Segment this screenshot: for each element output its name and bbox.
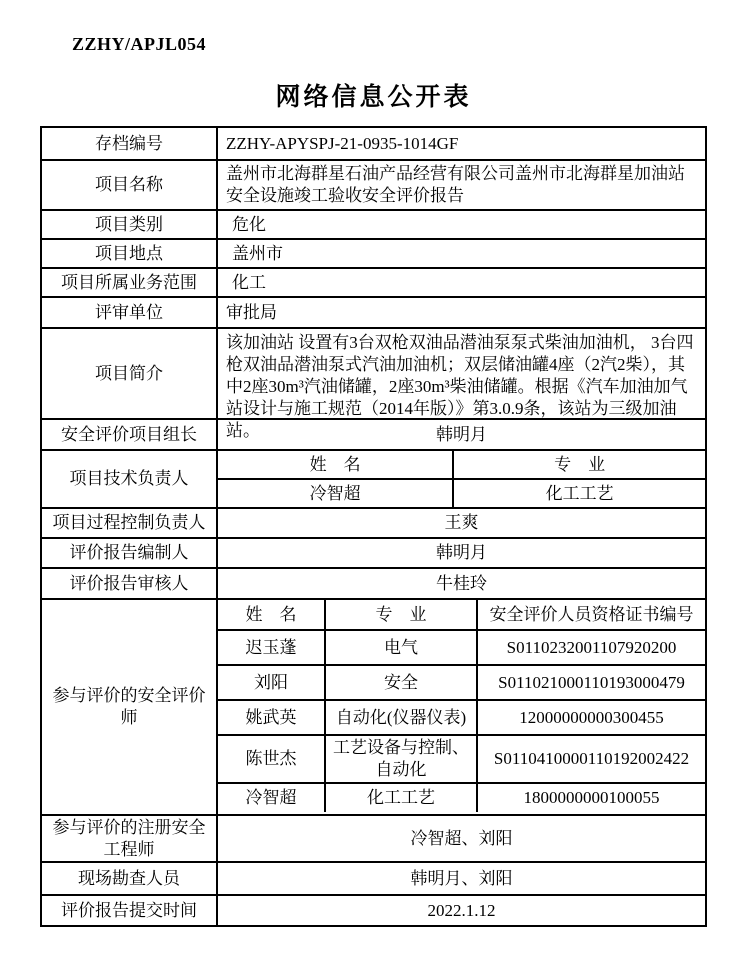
- row-label-site-surveyors: 现场勘查人员: [42, 863, 218, 894]
- evaluator-cert: S0110410000110192002422: [493, 749, 690, 768]
- row-label-registered-engineers: 参与评价的注册安全工程师: [42, 816, 218, 861]
- row-label-review-unit: 评审单位: [42, 298, 218, 327]
- archive-no-value: ZZHY-APYSPJ-21-0935-1014GF: [226, 133, 459, 153]
- evaluator-name: 姚武英: [218, 701, 326, 734]
- evaluator-cert: 12000000000300455: [519, 707, 664, 727]
- row-report-author: [42, 539, 705, 569]
- project-name-value: 盖州市北海群星石油产品经营有限公司盖州市北海群星加油站安全设施竣工验收安全评价报告: [226, 164, 685, 205]
- tech-lead-name: 冷智超: [218, 480, 454, 507]
- registered-engineers-value: 冷智超、刘阳: [410, 828, 513, 848]
- project-category-value: 危化: [232, 214, 266, 234]
- evaluator-cert: S0110232001107920200: [506, 637, 677, 657]
- evaluator-major: 化工工艺: [326, 784, 478, 812]
- row-label-project-name: 项目名称: [42, 161, 218, 209]
- evaluator-row: [218, 701, 705, 736]
- evaluator-major: 电气: [326, 631, 478, 664]
- row-label-report-submit-date: 评价报告提交时间: [42, 896, 218, 925]
- evaluator-major: 安全: [326, 666, 478, 699]
- row-report-reviewer: [42, 569, 705, 600]
- row-label-evaluators: 参与评价的安全评价师: [42, 600, 218, 814]
- row-label-team-leader: 安全评价项目组长: [42, 420, 218, 449]
- report-author-value: 韩明月: [436, 543, 487, 562]
- row-project-name: [42, 161, 705, 211]
- doc-code: ZZHY/APJL054: [72, 34, 207, 54]
- row-label-business-scope: 项目所属业务范围: [42, 269, 218, 296]
- row-review-unit: [42, 298, 705, 329]
- report-reviewer-value: 牛桂玲: [436, 573, 487, 593]
- row-evaluators: [42, 600, 705, 816]
- evaluator-name: 迟玉蓬: [218, 631, 326, 664]
- info-table: [40, 126, 707, 927]
- tech-lead-major-header: 专 业: [554, 454, 606, 474]
- evaluator-name: 冷智超: [218, 784, 326, 812]
- review-unit-value: 审批局: [226, 302, 277, 322]
- row-label-report-reviewer: 评价报告审核人: [42, 569, 218, 598]
- business-scope-value: 化工: [232, 272, 266, 292]
- project-location-value: 盖州市: [232, 243, 283, 263]
- team-leader-value: 韩明月: [436, 424, 487, 444]
- evaluator-row: [218, 784, 705, 812]
- evaluator-row: [218, 736, 705, 784]
- project-brief-value: 该加油站 设置有3台双枪双油品潜油泵泵式柴油加油机， 3台四枪双油品潜油泵式汽油加油机；双层储油罐4座（2汽2柴），其中2座30m³汽油储罐，2座30m³柴油储罐。根据《汽车加油加气站设计与施工规范（2014年版）》第3.0.9条，该站为三级加油站。: [226, 333, 694, 440]
- evaluators-major-header: 专 业: [326, 600, 478, 629]
- evaluator-major: 自动化(仪器仪表): [326, 701, 478, 734]
- row-site-surveyors: [42, 863, 705, 896]
- evaluator-cert: 1800000000100055: [523, 788, 660, 807]
- tech-lead-name-header: 姓 名: [218, 451, 454, 478]
- row-business-scope: [42, 269, 705, 298]
- row-team-leader: [42, 420, 705, 451]
- row-project-category: [42, 211, 705, 240]
- evaluator-cert: S011021000110193000479: [498, 672, 685, 692]
- row-tech-lead: [42, 451, 705, 509]
- row-project-location: [42, 240, 705, 269]
- row-archive-no: [42, 128, 705, 161]
- row-label-process-controller: 项目过程控制负责人: [42, 509, 218, 537]
- evaluator-major: 工艺设备与控制、自动化: [326, 736, 478, 782]
- row-process-controller: [42, 509, 705, 539]
- evaluator-name: 陈世杰: [218, 736, 326, 782]
- tech-lead-header-row: [218, 451, 705, 480]
- row-registered-engineers: [42, 816, 705, 863]
- evaluator-name: 刘阳: [218, 666, 326, 699]
- row-label-project-brief: 项目简介: [42, 329, 218, 418]
- report-submit-date-value: 2022.1.12: [427, 900, 496, 920]
- process-controller-value: 王爽: [444, 513, 479, 532]
- tech-lead-data-row: [218, 480, 705, 507]
- row-label-project-category: 项目类别: [42, 211, 218, 238]
- evaluators-cert-header: 安全评价人员资格证书编号: [489, 604, 694, 624]
- row-report-submit-date: [42, 896, 705, 925]
- page-title: 网络信息公开表: [275, 84, 472, 111]
- row-label-tech-lead: 项目技术负责人: [42, 451, 218, 507]
- evaluators-name-header: 姓 名: [218, 600, 326, 629]
- site-surveyors-value: 韩明月、刘阳: [410, 868, 513, 888]
- evaluator-row: [218, 666, 705, 701]
- row-label-report-author: 评价报告编制人: [42, 539, 218, 567]
- row-label-project-location: 项目地点: [42, 240, 218, 267]
- evaluators-header-row: [218, 600, 705, 631]
- tech-lead-major: 化工工艺: [545, 483, 614, 503]
- evaluator-row: [218, 631, 705, 666]
- row-label-archive-no: 存档编号: [42, 128, 218, 159]
- evaluators-subtable: [218, 600, 705, 814]
- tech-lead-subtable: [218, 451, 705, 507]
